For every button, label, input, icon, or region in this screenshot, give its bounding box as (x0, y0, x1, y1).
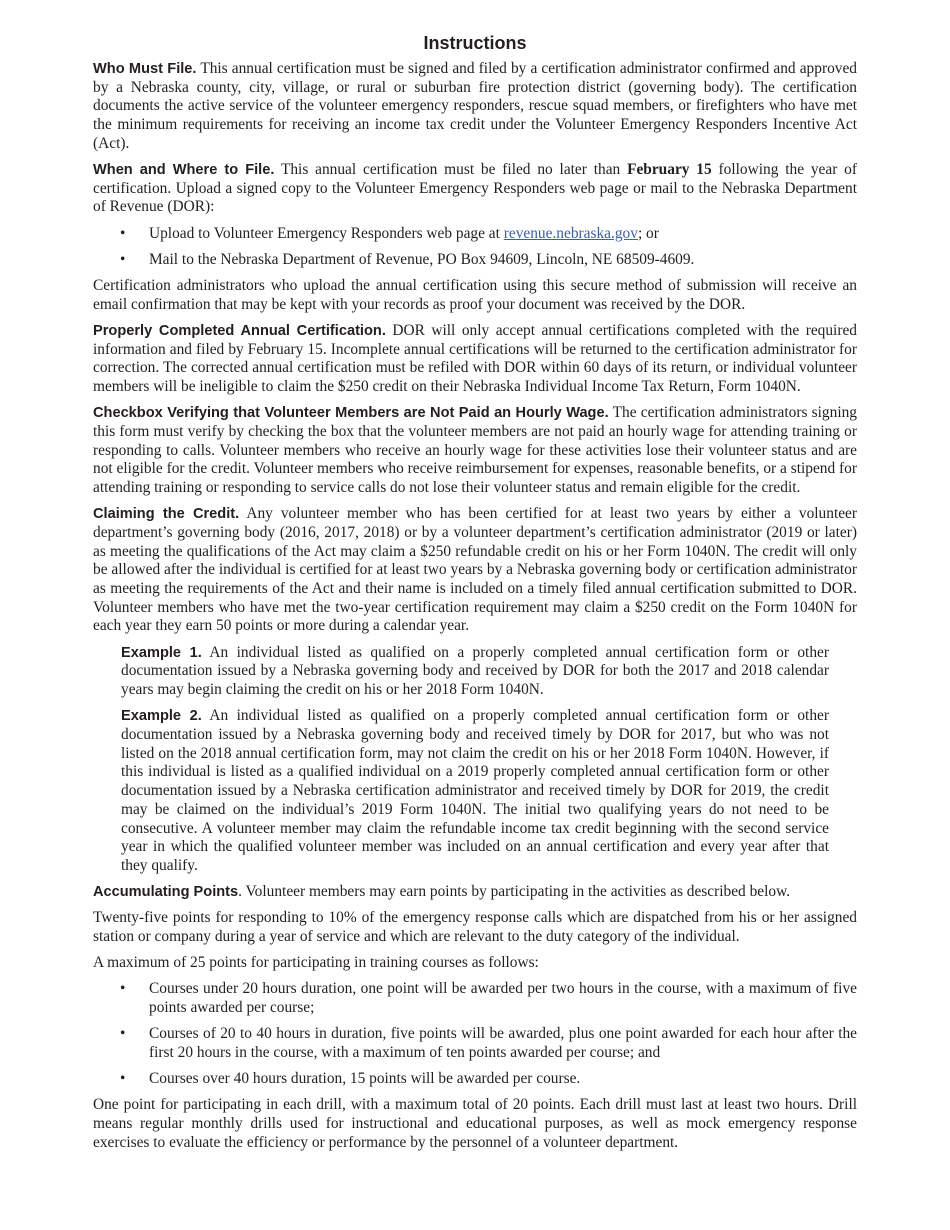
paragraph-text: Any volunteer member who has been certified for at least two years by either a volunteer department’s governing body (2016, 2017, 2018) or by a volunteer department’s certification administrator (2019 or later) as meeting the qualifications of the Act may claim a $250 refundable credit on his or her Form 1040N. The credit will only be allowed after the individual is certified for at least two years by a Nebraska governing body or certification administrator as meeting the requirements of the Act and their name is included on a timely filed annual certification submitted to DOR. Volunteer members who have met the two-year certification requirement may claim a $250 credit on the Form 1040N for each year they earn 50 points or more during a calendar year. (93, 505, 858, 635)
who-must-file-paragraph (93, 60, 857, 154)
response-points-paragraph: Twenty-five points for responding to 10% of the emergency response calls which are dispatched from his or her assigned station or company during a year of service and which are relevant to the duty category of the individual. (93, 909, 857, 946)
claiming-credit-paragraph (93, 505, 857, 636)
upload-confirmation-paragraph: Certification administrators who upload the annual certification using this secure method of submission will receive an email confirmation that may be kept with your records as proof your document was received by the DOR. (93, 277, 857, 313)
checkbox-verifying-paragraph (93, 404, 857, 498)
accumulating-points-paragraph (93, 883, 857, 902)
deadline-date: February 15 (627, 161, 712, 179)
paragraph-text: . Volunteer members may earn points by participating in the activities as described below. (238, 883, 791, 901)
list-item-text: ; or (637, 224, 659, 242)
section-heading: When and Where to File. (93, 162, 275, 179)
section-heading: Checkbox Verifying that Volunteer Members are Not Paid an Hourly Wage. (93, 405, 609, 422)
when-where-paragraph (93, 161, 857, 217)
example-heading: Example 2. (121, 708, 202, 725)
list-item-text: Upload to Volunteer Emergency Responders web page at (149, 224, 504, 242)
list-item: • Courses under 20 hours duration, one point will be awarded per two hours in the course, with a maximum of five points awarded per course; (93, 980, 857, 1017)
paragraph-text: An individual listed as qualified on a properly completed annual certification form or other documentation issued by a Nebraska governing body and received by DOR for both the 2017 and 2018 calendar years may begin claiming the credit on his or her 2018 Form 1040N. (121, 643, 829, 699)
paragraph-text: This annual certification must be filed no later than (274, 161, 628, 179)
list-item: • Courses over 40 hours duration, 15 points will be awarded per course. (93, 1070, 857, 1089)
filing-methods-list (93, 225, 857, 270)
paragraph-text: DOR will only accept annual certifications completed with the required information and filed by February 15. Incomplete annual certifications will be returned to the certification administrator for correction. The corrected annual certification must be refiled with DOR within 60 days of its return, or individual volunteer members will be ineligible to claim the $250 credit on their Nebraska Individual Income Tax Return, Form 1040N. (93, 321, 857, 396)
list-item (93, 225, 857, 244)
list-item: • Mail to the Nebraska Department of Revenue, PO Box 94609, Lincoln, NE 68509-4609. (93, 251, 857, 270)
example-1-paragraph (121, 644, 829, 700)
section-heading: Accumulating Points (93, 884, 239, 901)
properly-completed-paragraph (93, 322, 857, 397)
instructions-page (93, 32, 857, 1160)
revenue-link[interactable]: revenue.nebraska.gov (503, 224, 638, 242)
drill-points-paragraph: One point for participating in each drill, with a maximum total of 20 points. Each drill must last at least two hours. Drill means regular monthly drills used for instructional and educational purposes, as well as mock emergency response exercises to evaluate the efficiency or performance by the personnel of a volunteer department. (93, 1096, 857, 1151)
training-courses-list (93, 980, 857, 1089)
example-2-paragraph (121, 707, 829, 875)
section-heading: Claiming the Credit. (93, 506, 240, 523)
section-heading: Who Must File. (93, 61, 197, 77)
paragraph-text: The certification administrators signing this form must verify by checking the box that the volunteer members are not paid an hourly wage for attending training or responding to calls. Volunteer members who receive an hourly wage for these activities lose their volunteer status and are not eligible for the credit. Volunteer members who receive reimbursement for expenses, reasonable benefits, or a stipend for attending training or responding to service calls do not lose their volunteer status and remain eligible for the credit. (93, 404, 857, 497)
paragraph-text: This annual certification must be signed and filed by a certification administrator confirmed and approved by a Nebraska county, city, village, or rural or suburban fire protection district (governing body). The certification documents the active service of the volunteer emergency responders, rescue squad members, or firefighters who have met the minimum requirements for receiving an income tax credit under the Volunteer Emergency Responders Incentive Act (Act). (93, 60, 857, 152)
example-heading: Example 1. (121, 644, 202, 661)
training-points-paragraph: A maximum of 25 points for participating in training courses as follows: (93, 954, 539, 972)
list-item: • Courses of 20 to 40 hours in duration, five points will be awarded, plus one point awarded for each hour after the first 20 hours in the course, with a maximum of ten points awarded per course; and (93, 1025, 857, 1062)
paragraph-text: following the year of certification. Upload a signed copy to the Volunteer Emergency Responders web page or mail to the Nebraska Department of Revenue (DOR): (93, 161, 857, 216)
paragraph-text: An individual listed as qualified on a properly completed annual certification form or other documentation issued by a Nebraska governing body and received timely by DOR for 2017, but who was not listed on the 2018 annual certification form, may not claim the credit on his or her 2018 Form 1040N. However, if this individual is listed as a qualified individual on a 2019 properly completed annual certification form or other documentation issued by a Nebraska certification administrator and received timely by DOR for 2019, the credit may be claimed on the individual’s 2019 Form 1040N. The initial two qualifying years do not need to be consecutive. A volunteer member may claim the refundable income tax credit beginning with the second service year in which the qualified volunteer member was included on an annual certification and every year after that they qualify. (121, 707, 829, 874)
page-title: Instructions (423, 33, 527, 53)
section-heading: Properly Completed Annual Certification. (93, 322, 386, 339)
